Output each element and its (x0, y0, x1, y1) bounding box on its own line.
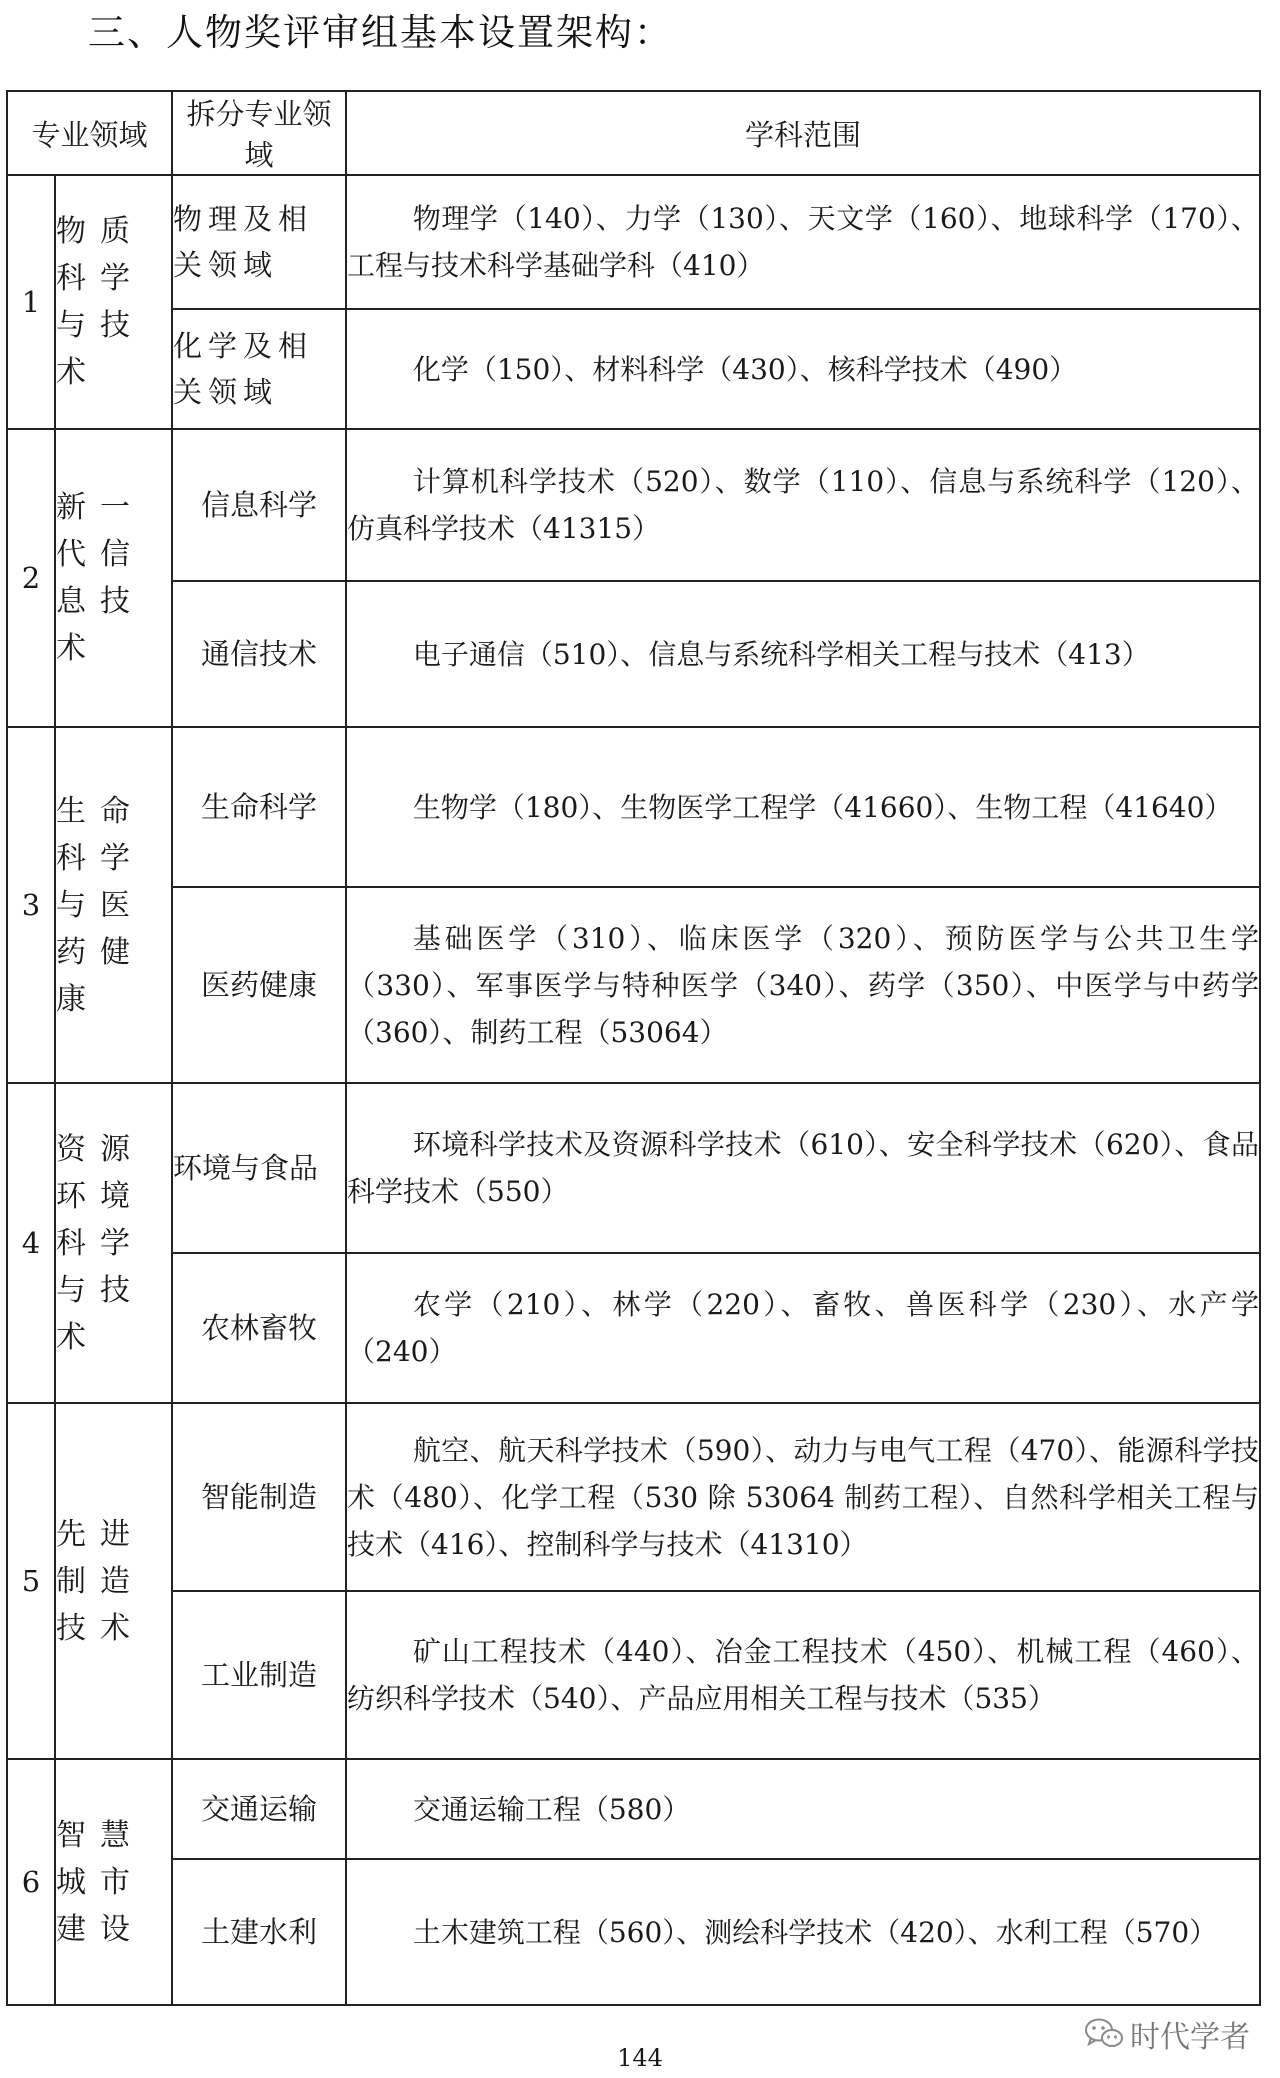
header-field: 专业领域 (7, 91, 172, 175)
scope-cell (346, 175, 1260, 309)
table-row (7, 1859, 1260, 2005)
scope-text: 环境科学技术及资源科学技术（610）、安全科学技术（620）、食品科学技术（550） (347, 1128, 1260, 1208)
field-name: 新一代信息技术 (55, 429, 172, 727)
sub-field-name: 交通运输 (172, 1759, 346, 1859)
group-number: 4 (7, 1083, 55, 1403)
scope-text: 交通运输工程（580） (412, 1792, 691, 1826)
scope-cell (346, 1859, 1260, 2005)
table-header-row (7, 91, 1260, 175)
scope-text: 农学（210）、林学（220）、畜牧、兽医科学（230）、水产学（240） (347, 1288, 1260, 1368)
scope-cell (346, 1083, 1260, 1253)
table-row (7, 175, 1260, 309)
table-row (7, 1403, 1260, 1591)
sub-field-name: 土建水利 (172, 1859, 346, 2005)
sub-field-name: 信息科学 (172, 429, 346, 581)
scope-text: 化学（150）、材料科学（430）、核科学技术（490） (412, 352, 1078, 386)
header-scope: 学科范围 (346, 91, 1260, 175)
scope-cell (346, 727, 1260, 887)
scope-text: 土木建筑工程（560）、测绘科学技术（420）、水利工程（570） (412, 1915, 1218, 1949)
field-name: 生命科学与医药健康 (55, 727, 172, 1083)
sub-field-name: 智能制造 (172, 1403, 346, 1591)
group-number: 1 (7, 175, 55, 429)
table-row (7, 1083, 1260, 1253)
field-name: 先进制造技术 (55, 1403, 172, 1759)
sub-field-name: 农林畜牧 (172, 1253, 346, 1403)
sub-field-name: 环境与食品 (172, 1083, 346, 1253)
table-row (7, 581, 1260, 727)
group-number: 6 (7, 1759, 55, 2005)
page-heading: 三、人物奖评审组基本设置架构： (88, 11, 673, 54)
table-row (7, 887, 1260, 1083)
scope-cell (346, 581, 1260, 727)
scope-cell (346, 309, 1260, 429)
table-row (7, 1759, 1260, 1859)
scope-cell (346, 1759, 1260, 1859)
scope-text: 生物学（180）、生物医学工程学（41660）、生物工程（41640） (412, 790, 1233, 824)
group-number: 5 (7, 1403, 55, 1759)
group-number: 2 (7, 429, 55, 727)
scope-cell (346, 1591, 1260, 1759)
field-name: 物质科学与技术 (55, 175, 172, 429)
sub-field-name: 工业制造 (172, 1591, 346, 1759)
review-group-table (6, 90, 1261, 2006)
table-row (7, 727, 1260, 887)
group-number: 3 (7, 727, 55, 1083)
table-row (7, 429, 1260, 581)
scope-cell (346, 887, 1260, 1083)
field-name: 智慧城市建设 (55, 1759, 172, 2005)
header-sub-field: 拆分专业领域 (172, 91, 346, 175)
field-name: 资源环境科学与技术 (55, 1083, 172, 1403)
sub-field-name: 生命科学 (172, 727, 346, 887)
sub-field-name: 物理及相关领域 (172, 175, 346, 309)
table-row (7, 309, 1260, 429)
sub-field-name: 通信技术 (172, 581, 346, 727)
watermark-text: 时代学者 (1130, 2020, 1250, 2055)
sub-field-name: 化学及相关领域 (172, 309, 346, 429)
table-row (7, 1253, 1260, 1403)
scope-text: 航空、航天科学技术（590）、动力与电气工程（470）、能源科学技术（480）、化学工程（530 除 53064 制药工程）、自然科学相关工程与技术（416）、控制科学与技术（41310） (347, 1433, 1260, 1561)
page-number: 144 (617, 2044, 663, 2072)
scope-text: 矿山工程技术（440）、冶金工程技术（450）、机械工程（460）、纺织科学技术（540）、产品应用相关工程与技术（535） (347, 1635, 1260, 1715)
scope-cell (346, 1253, 1260, 1403)
scope-text: 基础医学（310）、临床医学（320）、预防医学与公共卫生学（330）、军事医学与特种医学（340）、药学（350）、中医学与中药学（360）、制药工程（53064） (347, 921, 1260, 1049)
scope-text: 物理学（140）、力学（130）、天文学（160）、地球科学（170）、工程与技术科学基础学科（410） (347, 202, 1260, 282)
sub-field-name: 医药健康 (172, 887, 346, 1083)
scope-cell (346, 1403, 1260, 1591)
scope-text: 电子通信（510）、信息与系统科学相关工程与技术（413） (412, 637, 1150, 671)
scope-text: 计算机科学技术（520）、数学（110）、信息与系统科学（120）、仿真科学技术（41315） (347, 465, 1260, 545)
table-row (7, 1591, 1260, 1759)
scope-cell (346, 429, 1260, 581)
